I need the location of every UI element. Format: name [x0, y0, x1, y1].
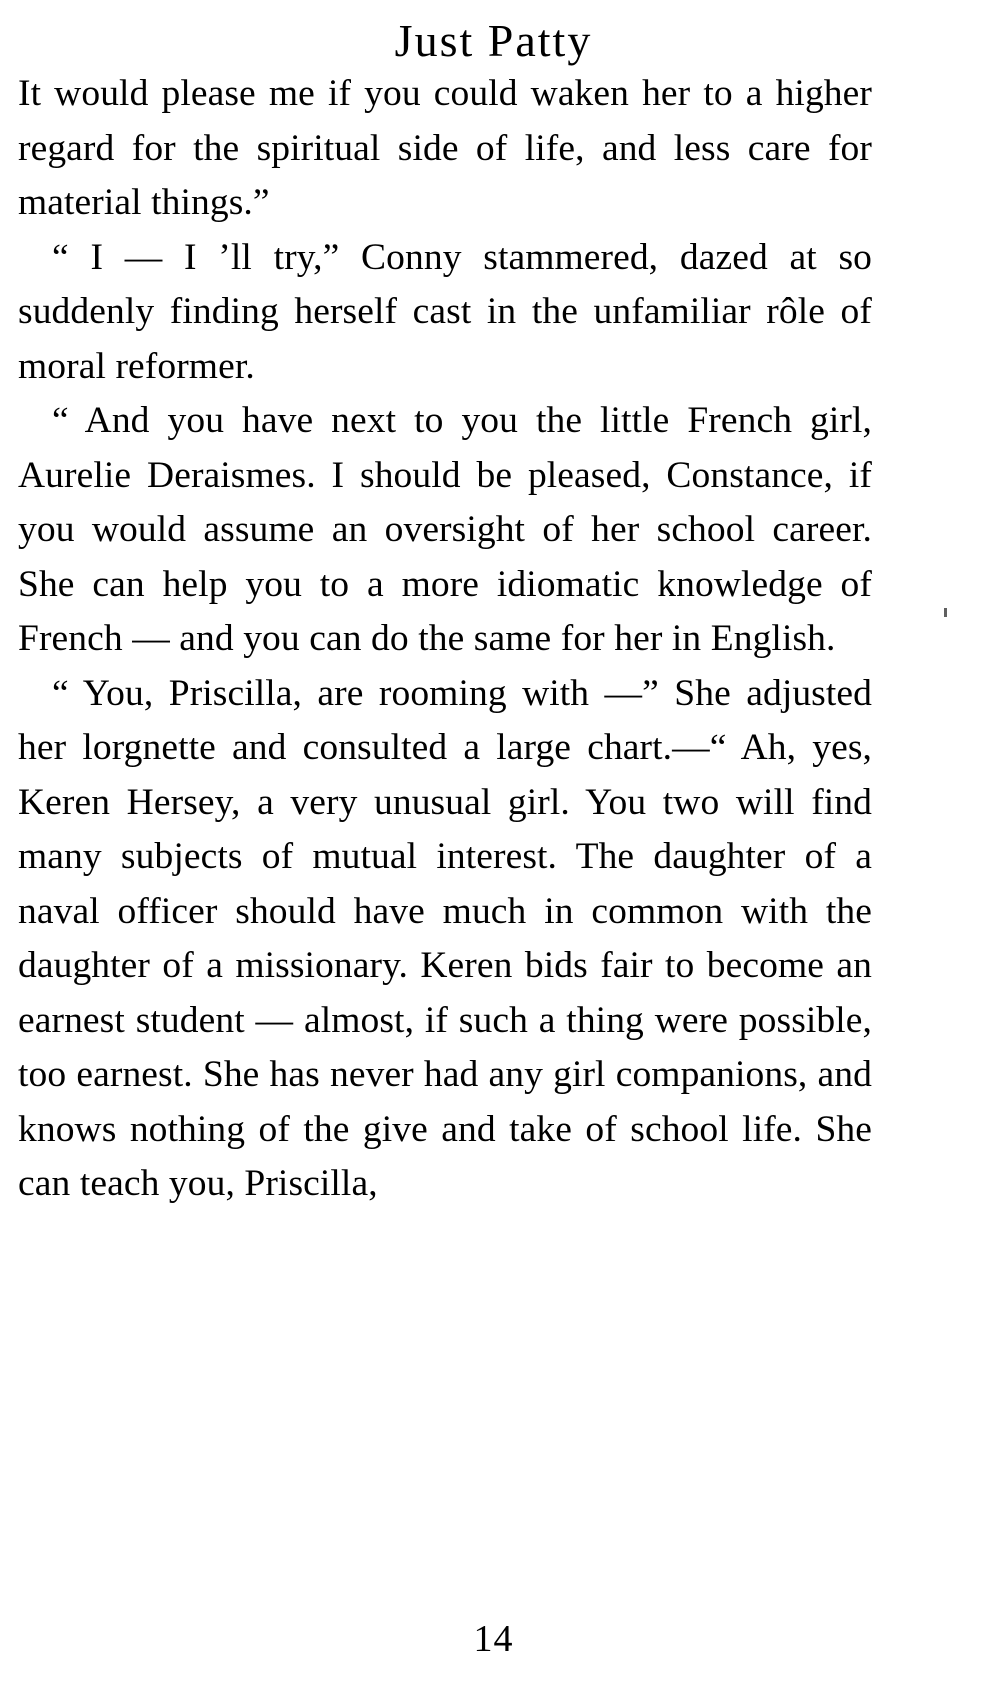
page-title: Just Patty	[394, 15, 593, 66]
book-page	[0, 8, 987, 1683]
paragraph: “ You, Priscilla, are rooming with —” She adjusted her lorgnette and consulted a large chart.—“ Ah, yes, Keren Hersey, a very unusual girl. You two will find many subjects of mutual interest. The daughter of a naval officer should have much in common with the daughter of a missionary. Keren bids fair to become an earnest student — almost, if such a thing were possible, too earnest. She has never had any girl companions, and knows nothing of the give and take of school life. She can teach you, Priscilla,	[18, 672, 872, 1204]
page-speck	[944, 608, 947, 617]
page-number: 14	[473, 1618, 514, 1660]
paragraph: It would please me if you could waken her to a higher regard for the spiritual side of life, and less care for material things.”	[18, 73, 872, 223]
page-body	[0, 67, 900, 1212]
paragraph: “ And you have next to you the little French girl, Aurelie Deraismes. I should be pleased, Constance, if you would assume an oversight of her school career. She can help you to a more idiomatic knowledge of French — and you can do the same for her in English.	[18, 400, 872, 659]
paragraph: “ I — I ’ll try,” Conny stammered, dazed at so suddenly finding herself cast in the unfamiliar rôle of moral reformer.	[18, 236, 872, 387]
